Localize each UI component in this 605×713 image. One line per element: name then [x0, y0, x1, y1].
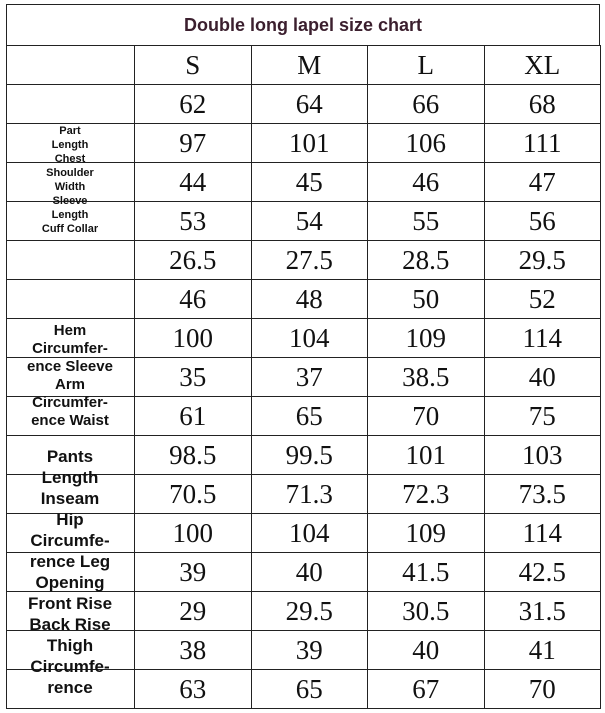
table-row: [7, 241, 601, 280]
label-leg: rence Leg: [29, 552, 111, 571]
table-row: [7, 631, 601, 670]
value-cell: 42.5: [484, 553, 601, 592]
value-cell: 100: [135, 514, 252, 553]
value-cell: 50: [368, 280, 485, 319]
label-arm-circumference: Circumfer-: [32, 394, 108, 411]
label-cell: [7, 397, 135, 436]
value-cell: 39: [251, 631, 368, 670]
table-row: [7, 514, 601, 553]
label-shoulder: Shoulder: [46, 167, 94, 179]
value-cell: 48: [251, 280, 368, 319]
value-cell: 30.5: [368, 592, 485, 631]
value-cell: 29: [135, 592, 252, 631]
label-back-rise: Back Rise: [29, 615, 111, 634]
value-cell: 55: [368, 202, 485, 241]
value-cell: 35: [135, 358, 252, 397]
label-cell: [7, 358, 135, 397]
value-cell: 101: [368, 436, 485, 475]
value-cell: 52: [484, 280, 601, 319]
table-row: [7, 280, 601, 319]
table-row: [7, 163, 601, 202]
value-cell: 106: [368, 124, 485, 163]
label-cell: [7, 319, 135, 358]
label-sleeve-circumference: ence Sleeve: [27, 358, 113, 375]
value-cell: 61: [135, 397, 252, 436]
value-cell: 109: [368, 319, 485, 358]
value-cell: 62: [135, 85, 252, 124]
table-row: [7, 85, 601, 124]
value-cell: 68: [484, 85, 601, 124]
label-cell: [7, 202, 135, 241]
value-cell: 71.3: [251, 475, 368, 514]
label-front-rise: Front Rise: [27, 594, 113, 613]
value-cell: 29.5: [251, 592, 368, 631]
label-pants: Pants: [46, 447, 94, 466]
label-waist: ence Waist: [31, 412, 109, 429]
table-row: [7, 358, 601, 397]
value-cell: 70.5: [135, 475, 252, 514]
size-header: L: [368, 46, 485, 85]
label-thigh: Thigh: [46, 636, 94, 655]
label-cell: [7, 670, 135, 709]
value-cell: 70: [368, 397, 485, 436]
size-header: S: [135, 46, 252, 85]
value-cell: 46: [135, 280, 252, 319]
label-width: Width: [54, 181, 86, 193]
label-rence: rence: [47, 678, 93, 697]
value-cell: 39: [135, 553, 252, 592]
label-pants-length: Length: [41, 468, 99, 487]
value-cell: 67: [368, 670, 485, 709]
value-cell: 46: [368, 163, 485, 202]
value-cell: 27.5: [251, 241, 368, 280]
value-cell: 44: [135, 163, 252, 202]
value-cell: 75: [484, 397, 601, 436]
table-row: [7, 592, 601, 631]
value-cell: 114: [484, 514, 601, 553]
value-cell: 73.5: [484, 475, 601, 514]
label-sleeve-length: Length: [51, 209, 89, 221]
label-cell: [7, 553, 135, 592]
label-hem-circumference-1: Circumfer-: [32, 340, 108, 357]
value-cell: 66: [368, 85, 485, 124]
table-row: [7, 397, 601, 436]
label-thigh-circumference: Circumfe-: [30, 657, 110, 676]
label-hip-circumference: Circumfe-: [30, 531, 110, 550]
label-part: Part: [59, 125, 81, 137]
value-cell: 41: [484, 631, 601, 670]
value-cell: 104: [251, 319, 368, 358]
table-row: [7, 124, 601, 163]
value-cell: 40: [484, 358, 601, 397]
value-cell: 65: [251, 397, 368, 436]
size-header: XL: [484, 46, 601, 85]
value-cell: 45: [251, 163, 368, 202]
table-row: [7, 319, 601, 358]
label-cell: [7, 475, 135, 514]
label-cuff-collar: Cuff Collar: [41, 223, 99, 235]
label-chest: Chest: [54, 153, 86, 165]
label-cell: [7, 436, 135, 475]
label-cell: [7, 631, 135, 670]
label-cell: [7, 241, 135, 280]
table-row: [7, 202, 601, 241]
value-cell: 54: [251, 202, 368, 241]
value-cell: 97: [135, 124, 252, 163]
value-cell: 103: [484, 436, 601, 475]
table-row: [7, 436, 601, 475]
size-header: M: [251, 46, 368, 85]
value-cell: 28.5: [368, 241, 485, 280]
value-cell: 70: [484, 670, 601, 709]
value-cell: 64: [251, 85, 368, 124]
value-cell: 101: [251, 124, 368, 163]
label-sleeve: Sleeve: [52, 195, 88, 207]
chart-title: Double long lapel size chart: [6, 4, 600, 45]
value-cell: 100: [135, 319, 252, 358]
label-inseam: Inseam: [40, 489, 100, 508]
value-cell: 41.5: [368, 553, 485, 592]
value-cell: 38: [135, 631, 252, 670]
label-cell: [7, 163, 135, 202]
value-cell: 31.5: [484, 592, 601, 631]
value-cell: 53: [135, 202, 252, 241]
value-cell: 26.5: [135, 241, 252, 280]
value-cell: 29.5: [484, 241, 601, 280]
table-row: [7, 553, 601, 592]
value-cell: 38.5: [368, 358, 485, 397]
label-hem: Hem: [53, 322, 87, 339]
value-cell: 109: [368, 514, 485, 553]
value-cell: 65: [251, 670, 368, 709]
table-row: [7, 475, 601, 514]
value-cell: 37: [251, 358, 368, 397]
header-row: [7, 46, 601, 85]
value-cell: 99.5: [251, 436, 368, 475]
value-cell: 47: [484, 163, 601, 202]
value-cell: 114: [484, 319, 601, 358]
label-length: Length: [51, 139, 89, 151]
size-table: [6, 45, 601, 709]
label-opening: Opening: [35, 573, 105, 592]
value-cell: 104: [251, 514, 368, 553]
label-cell: [7, 514, 135, 553]
value-cell: 98.5: [135, 436, 252, 475]
label-hip: Hip: [56, 510, 84, 529]
label-arm: Arm: [54, 376, 85, 393]
value-cell: 111: [484, 124, 601, 163]
corner-cell: [7, 46, 135, 85]
value-cell: 63: [135, 670, 252, 709]
value-cell: 40: [251, 553, 368, 592]
label-cell: [7, 592, 135, 631]
table-row: [7, 670, 601, 709]
value-cell: 56: [484, 202, 601, 241]
label-cell: [7, 280, 135, 319]
value-cell: 72.3: [368, 475, 485, 514]
label-cell: [7, 124, 135, 163]
label-cell: [7, 85, 135, 124]
value-cell: 40: [368, 631, 485, 670]
size-chart: [6, 4, 600, 709]
